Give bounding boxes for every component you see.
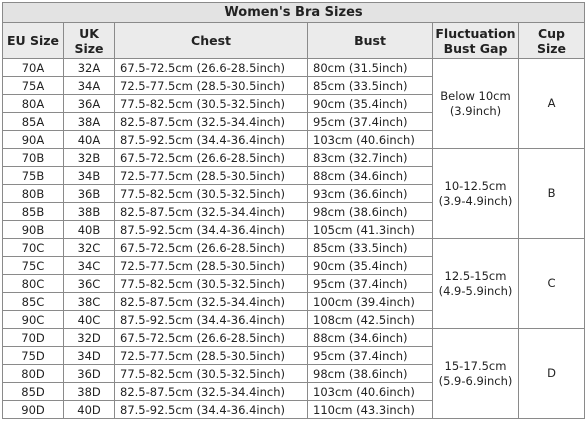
uk-size-cell: 34D (64, 347, 115, 365)
chest-header: Chest (115, 23, 308, 59)
uk-size-cell: 40B (64, 221, 115, 239)
table-row (3, 239, 585, 257)
uk-size-cell: 36C (64, 275, 115, 293)
uk-size-header-line2: Size (74, 40, 104, 56)
uk-size-cell: 38C (64, 293, 115, 311)
bust-cell: 110cm (43.3inch) (308, 401, 433, 419)
bust-cell: 85cm (33.5inch) (308, 239, 433, 257)
table-body (3, 59, 585, 419)
bust-gap-cell (433, 239, 519, 329)
bust-cell: 90cm (35.4inch) (308, 95, 433, 113)
chest-cell: 77.5-82.5cm (30.5-32.5inch) (115, 95, 308, 113)
bust-cell: 95cm (37.4inch) (308, 275, 433, 293)
eu-size-cell: 90A (3, 131, 64, 149)
uk-size-cell: 40A (64, 131, 115, 149)
chest-cell: 77.5-82.5cm (30.5-32.5inch) (115, 365, 308, 383)
header-row (3, 23, 585, 59)
cup-size-cell: C (519, 239, 585, 329)
bust-cell: 95cm (37.4inch) (308, 347, 433, 365)
eu-size-cell: 70C (3, 239, 64, 257)
bust-cell: 88cm (34.6inch) (308, 167, 433, 185)
uk-size-cell: 32B (64, 149, 115, 167)
chest-cell: 67.5-72.5cm (26.6-28.5inch) (115, 149, 308, 167)
eu-size-cell: 90D (3, 401, 64, 419)
eu-size-cell: 80A (3, 95, 64, 113)
bust-gap-cell (433, 59, 519, 149)
bust-cell: 98cm (38.6inch) (308, 365, 433, 383)
chest-cell: 67.5-72.5cm (26.6-28.5inch) (115, 239, 308, 257)
chest-cell: 82.5-87.5cm (32.5-34.4inch) (115, 383, 308, 401)
bust-cell: 90cm (35.4inch) (308, 257, 433, 275)
eu-size-cell: 70D (3, 329, 64, 347)
cup-size-cell: D (519, 329, 585, 419)
bra-size-table (2, 2, 585, 419)
chest-cell: 82.5-87.5cm (32.5-34.4inch) (115, 113, 308, 131)
chest-cell: 67.5-72.5cm (26.6-28.5inch) (115, 329, 308, 347)
bust-gap-inches: (4.9-5.9inch) (438, 283, 513, 298)
eu-size-cell: 85C (3, 293, 64, 311)
eu-size-cell: 90B (3, 221, 64, 239)
cup-size-header-line1: Cup (537, 25, 566, 41)
uk-size-cell: 36D (64, 365, 115, 383)
bust-cell: 88cm (34.6inch) (308, 329, 433, 347)
chest-cell: 72.5-77.5cm (28.5-30.5inch) (115, 257, 308, 275)
uk-size-cell: 36B (64, 185, 115, 203)
cup-size-header-line2: Size (536, 40, 567, 56)
uk-size-cell: 36A (64, 95, 115, 113)
eu-size-header: EU Size (3, 23, 64, 59)
chest-cell: 87.5-92.5cm (34.4-36.4inch) (115, 131, 308, 149)
table-row (3, 329, 585, 347)
bust-cell: 93cm (36.6inch) (308, 185, 433, 203)
cup-size-cell: B (519, 149, 585, 239)
bust-header: Bust (308, 23, 433, 59)
uk-size-header (64, 23, 115, 59)
eu-size-cell: 75B (3, 167, 64, 185)
bust-gap-inches: (3.9inch) (449, 103, 502, 118)
chest-cell: 77.5-82.5cm (30.5-32.5inch) (115, 185, 308, 203)
chest-cell: 87.5-92.5cm (34.4-36.4inch) (115, 311, 308, 329)
uk-size-cell: 40C (64, 311, 115, 329)
uk-size-cell: 34C (64, 257, 115, 275)
bust-gap-range: Below 10cm (440, 88, 511, 103)
eu-size-cell: 75C (3, 257, 64, 275)
eu-size-cell: 70A (3, 59, 64, 77)
uk-size-header-line1: UK (79, 25, 99, 41)
chest-cell: 82.5-87.5cm (32.5-34.4inch) (115, 203, 308, 221)
bust-cell: 105cm (41.3inch) (308, 221, 433, 239)
chest-cell: 77.5-82.5cm (30.5-32.5inch) (115, 275, 308, 293)
uk-size-cell: 32C (64, 239, 115, 257)
eu-size-cell: 85B (3, 203, 64, 221)
bust-gap-range: 12.5-15cm (444, 268, 507, 283)
chest-cell: 87.5-92.5cm (34.4-36.4inch) (115, 221, 308, 239)
table-row (3, 149, 585, 167)
bust-cell: 85cm (33.5inch) (308, 77, 433, 95)
uk-size-cell: 34A (64, 77, 115, 95)
bust-gap-header-line1: Fluctuation (435, 25, 516, 41)
table-row (3, 59, 585, 77)
bust-gap-header (433, 23, 519, 59)
chest-cell: 67.5-72.5cm (26.6-28.5inch) (115, 59, 308, 77)
chest-cell: 72.5-77.5cm (28.5-30.5inch) (115, 77, 308, 95)
bust-cell: 103cm (40.6inch) (308, 131, 433, 149)
chest-cell: 87.5-92.5cm (34.4-36.4inch) (115, 401, 308, 419)
title-row (3, 3, 585, 23)
eu-size-cell: 85A (3, 113, 64, 131)
bust-cell: 108cm (42.5inch) (308, 311, 433, 329)
eu-size-cell: 75D (3, 347, 64, 365)
eu-size-cell: 80C (3, 275, 64, 293)
bust-cell: 83cm (32.7inch) (308, 149, 433, 167)
bust-cell: 103cm (40.6inch) (308, 383, 433, 401)
bust-cell: 100cm (39.4inch) (308, 293, 433, 311)
cup-size-cell: A (519, 59, 585, 149)
eu-size-cell: 85D (3, 383, 64, 401)
uk-size-cell: 38A (64, 113, 115, 131)
uk-size-cell: 40D (64, 401, 115, 419)
eu-size-cell: 80D (3, 365, 64, 383)
chest-cell: 72.5-77.5cm (28.5-30.5inch) (115, 167, 308, 185)
eu-size-cell: 75A (3, 77, 64, 95)
uk-size-cell: 32D (64, 329, 115, 347)
eu-size-cell: 80B (3, 185, 64, 203)
uk-size-cell: 38D (64, 383, 115, 401)
bust-gap-range: 15-17.5cm (444, 358, 507, 373)
bust-gap-cell (433, 149, 519, 239)
bust-cell: 80cm (31.5inch) (308, 59, 433, 77)
chest-cell: 72.5-77.5cm (28.5-30.5inch) (115, 347, 308, 365)
bust-cell: 98cm (38.6inch) (308, 203, 433, 221)
uk-size-cell: 34B (64, 167, 115, 185)
eu-size-cell: 90C (3, 311, 64, 329)
uk-size-cell: 32A (64, 59, 115, 77)
bust-gap-cell (433, 329, 519, 419)
table-title: Women's Bra Sizes (3, 3, 585, 23)
bust-gap-header-line2: Bust Gap (443, 40, 508, 56)
bust-gap-range: 10-12.5cm (444, 178, 507, 193)
chest-cell: 82.5-87.5cm (32.5-34.4inch) (115, 293, 308, 311)
eu-size-cell: 70B (3, 149, 64, 167)
bust-gap-inches: (3.9-4.9inch) (438, 193, 513, 208)
bust-gap-inches: (5.9-6.9inch) (438, 373, 513, 388)
uk-size-cell: 38B (64, 203, 115, 221)
cup-size-header (519, 23, 585, 59)
bust-cell: 95cm (37.4inch) (308, 113, 433, 131)
